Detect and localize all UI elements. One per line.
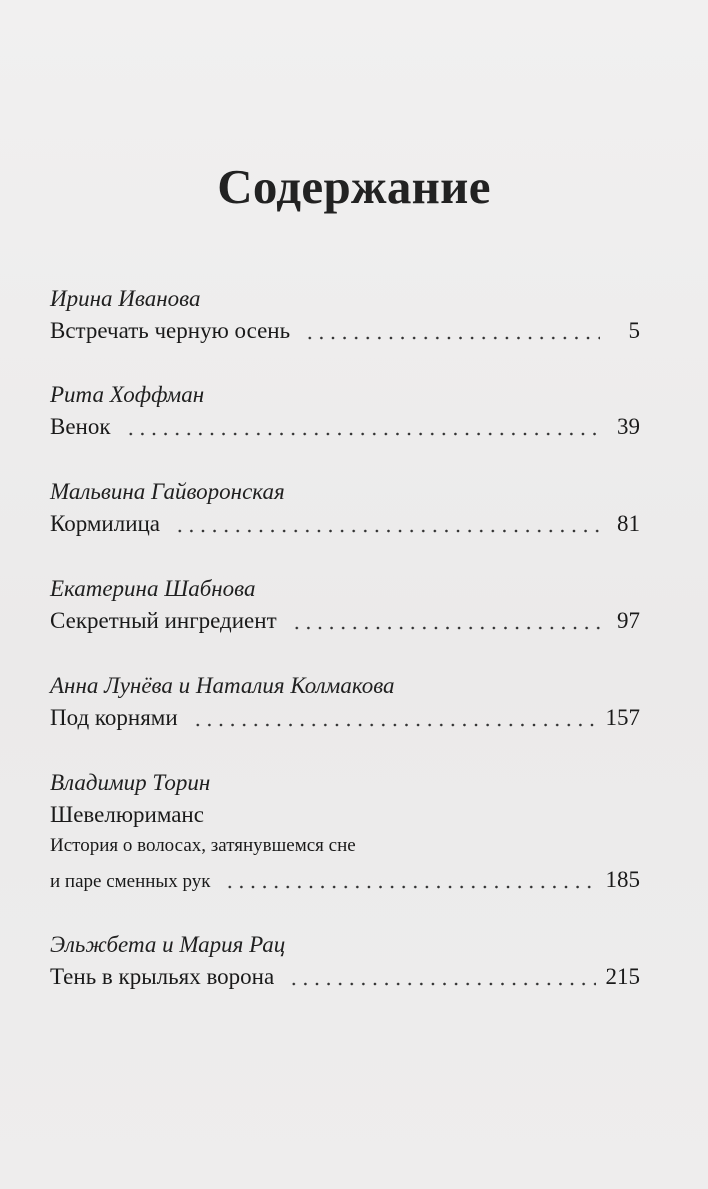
entry-author: Ирина Иванова bbox=[50, 286, 201, 311]
entry-title: Под корнями bbox=[50, 705, 178, 730]
toc-entry bbox=[50, 574, 640, 638]
entry-page-number: 81 bbox=[617, 511, 640, 536]
entry-title: Кормилица bbox=[50, 511, 161, 536]
entry-line[interactable] bbox=[50, 606, 640, 638]
toc-entry bbox=[50, 930, 640, 994]
entry-line[interactable] bbox=[50, 509, 640, 541]
entry-line[interactable] bbox=[50, 316, 640, 348]
dot-leader bbox=[288, 982, 595, 986]
entry-page-number: 185 bbox=[605, 867, 640, 892]
entry-page-number: 39 bbox=[617, 414, 640, 439]
entry-title: Венок bbox=[50, 414, 111, 439]
entry-author: Рита Хоффман bbox=[50, 382, 205, 407]
entry-title: Шевелюриманс bbox=[50, 802, 204, 827]
entry-line[interactable] bbox=[50, 962, 640, 994]
entry-title: Секретный ингредиент bbox=[50, 608, 277, 633]
dot-leader bbox=[174, 529, 600, 533]
entry-line[interactable] bbox=[50, 703, 640, 735]
dot-leader bbox=[224, 885, 595, 889]
entry-author: Владимир Торин bbox=[50, 770, 211, 795]
toc-entry bbox=[50, 477, 640, 541]
entry-line[interactable] bbox=[50, 865, 640, 897]
entry-page-number: 157 bbox=[605, 705, 640, 730]
entry-author: Эльжбета и Мария Рац bbox=[50, 932, 286, 957]
toc-entry bbox=[50, 284, 640, 348]
toc-entry bbox=[50, 768, 640, 897]
dot-leader bbox=[291, 626, 600, 630]
entry-subtitle: и паре сменных рук bbox=[50, 871, 211, 892]
entry-page-number: 5 bbox=[628, 318, 640, 343]
entry-line[interactable] bbox=[50, 800, 640, 832]
entry-page-number: 97 bbox=[617, 608, 640, 633]
entry-author: Екатерина Шабнова bbox=[50, 576, 256, 601]
entry-title: Тень в крыльях ворона bbox=[50, 964, 275, 989]
dot-leader bbox=[125, 432, 600, 436]
entry-title: Встречать черную осень bbox=[50, 318, 291, 343]
entry-author: Анна Лунёва и Наталия Колмакова bbox=[50, 673, 395, 698]
entry-line[interactable] bbox=[50, 412, 640, 444]
toc-entry bbox=[50, 380, 640, 444]
entry-author: Мальвина Гайворонская bbox=[50, 479, 285, 504]
toc-entry bbox=[50, 671, 640, 735]
page-title: Содержание bbox=[217, 159, 491, 214]
dot-leader bbox=[192, 723, 596, 727]
dot-leader bbox=[304, 336, 600, 340]
entry-page-number: 215 bbox=[605, 964, 640, 989]
entry-subtitle: История о волосах, затянувшемся сне bbox=[50, 835, 356, 856]
